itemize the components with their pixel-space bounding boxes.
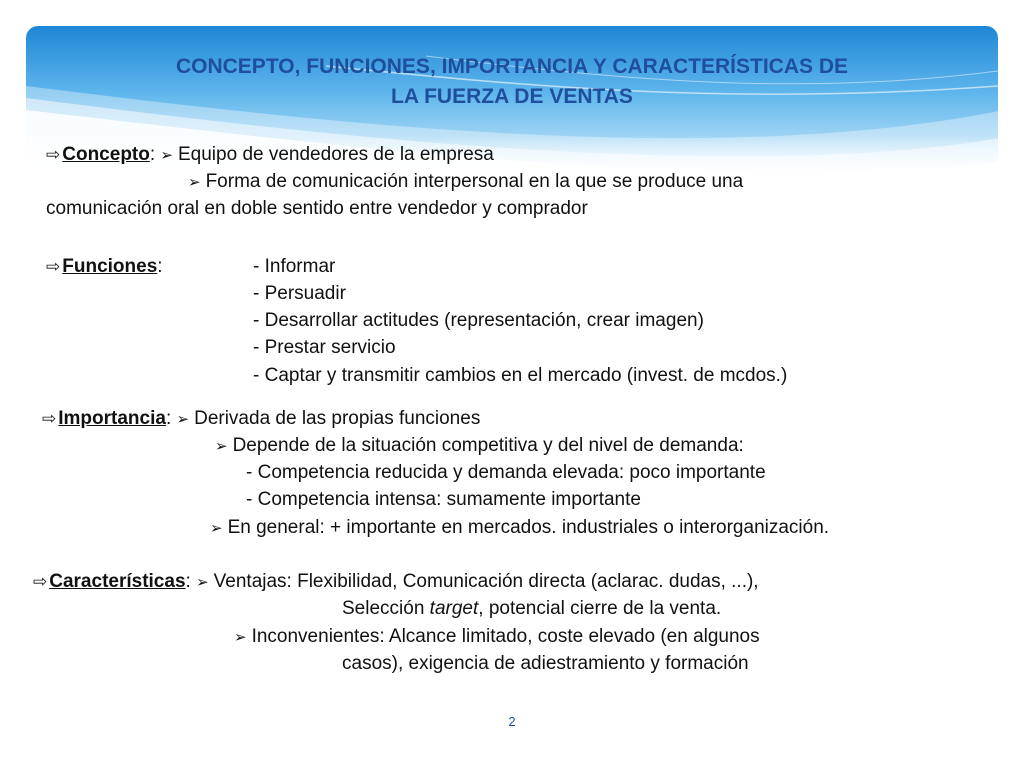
importancia-sub-1: - Competencia reducida y demanda elevada: poco importante (246, 462, 766, 483)
concepto-item-1: Equipo de vendedores de la empresa (178, 144, 494, 165)
funciones-item-4: - Prestar servicio (253, 337, 396, 358)
caracteristicas-inconvenientes: Inconvenientes: Alcance limitado, coste elevado (en algunos (251, 626, 760, 647)
title-line-2: LA FUERZA DE VENTAS (391, 85, 633, 108)
concepto-item-2: Forma de comunicación interpersonal en la que se produce una (205, 171, 744, 192)
funciones-item-1: - Informar (253, 256, 336, 277)
importancia-item-3: En general: + importante en mercados. industriales o interorganización. (227, 517, 830, 538)
ventajas-cont-a: Selección (342, 598, 430, 619)
importancia-label: Importancia (58, 408, 166, 429)
funciones-item-5: - Captar y transmitir cambios en el mercado (invest. de mcdos.) (253, 365, 788, 386)
concepto-row: ⇨ Concepto: ➢ Equipo de vendedores de la empresa (46, 144, 494, 165)
slide-title (60, 52, 964, 112)
arrowhead-bullet-icon: ➢ (160, 147, 173, 164)
outline-arrow-icon: ⇨ (46, 145, 61, 164)
funciones-item-2: - Persuadir (253, 283, 346, 304)
outline-arrow-icon: ⇨ (42, 409, 57, 428)
arrowhead-bullet-icon: ➢ (196, 574, 209, 591)
ventajas-continuation (342, 597, 721, 621)
title-line-1: CONCEPTO, FUNCIONES, IMPORTANCIA Y CARACTERÍSTICAS DE (175, 55, 849, 78)
importancia-row-2 (215, 434, 744, 459)
importancia-item-1: Derivada de las propias funciones (194, 408, 481, 429)
concepto-label: Concepto (62, 144, 150, 165)
inconvenientes-continuation: casos), exigencia de adiestramiento y formación (342, 653, 749, 674)
importancia-row: ⇨ Importancia: ➢ Derivada de las propias funciones (42, 408, 481, 429)
page-number: 2 (508, 714, 516, 729)
arrowhead-bullet-icon: ➢ (210, 520, 223, 537)
arrowhead-bullet-icon: ➢ (234, 629, 247, 646)
funciones-label: Funciones (62, 256, 158, 277)
concepto-row-2 (188, 170, 743, 195)
arrowhead-bullet-icon: ➢ (176, 411, 190, 428)
importancia-sub-2: - Competencia intensa: sumamente importante (246, 489, 641, 510)
caracteristicas-label: Características (49, 571, 186, 592)
caracteristicas-ventajas: Ventajas: Flexibilidad, Comunicación directa (aclarac. dudas, ...), (213, 571, 759, 592)
funciones-item-3: - Desarrollar actitudes (representación, crear imagen) (253, 310, 704, 331)
importancia-item-2: Depende de la situación competitiva y del nivel de demanda: (232, 435, 744, 456)
arrowhead-bullet-icon: ➢ (215, 438, 228, 455)
caracteristicas-row: ⇨ Características: ➢ Ventajas: Flexibilidad, Comunicación directa (aclarac. dudas, ...), (33, 571, 759, 592)
outline-arrow-icon: ⇨ (46, 257, 61, 276)
ventajas-cont-b: , potencial cierre de la venta. (478, 598, 722, 619)
caracteristicas-row-2 (234, 625, 760, 650)
concepto-continuation: comunicación oral en doble sentido entre vendedor y comprador (46, 198, 588, 219)
importancia-row-3 (210, 516, 829, 541)
ventajas-cont-italic: target (429, 598, 479, 619)
outline-arrow-icon: ⇨ (33, 572, 48, 591)
funciones-heading: ⇨ Funciones: (46, 256, 163, 277)
arrowhead-bullet-icon: ➢ (188, 174, 201, 191)
